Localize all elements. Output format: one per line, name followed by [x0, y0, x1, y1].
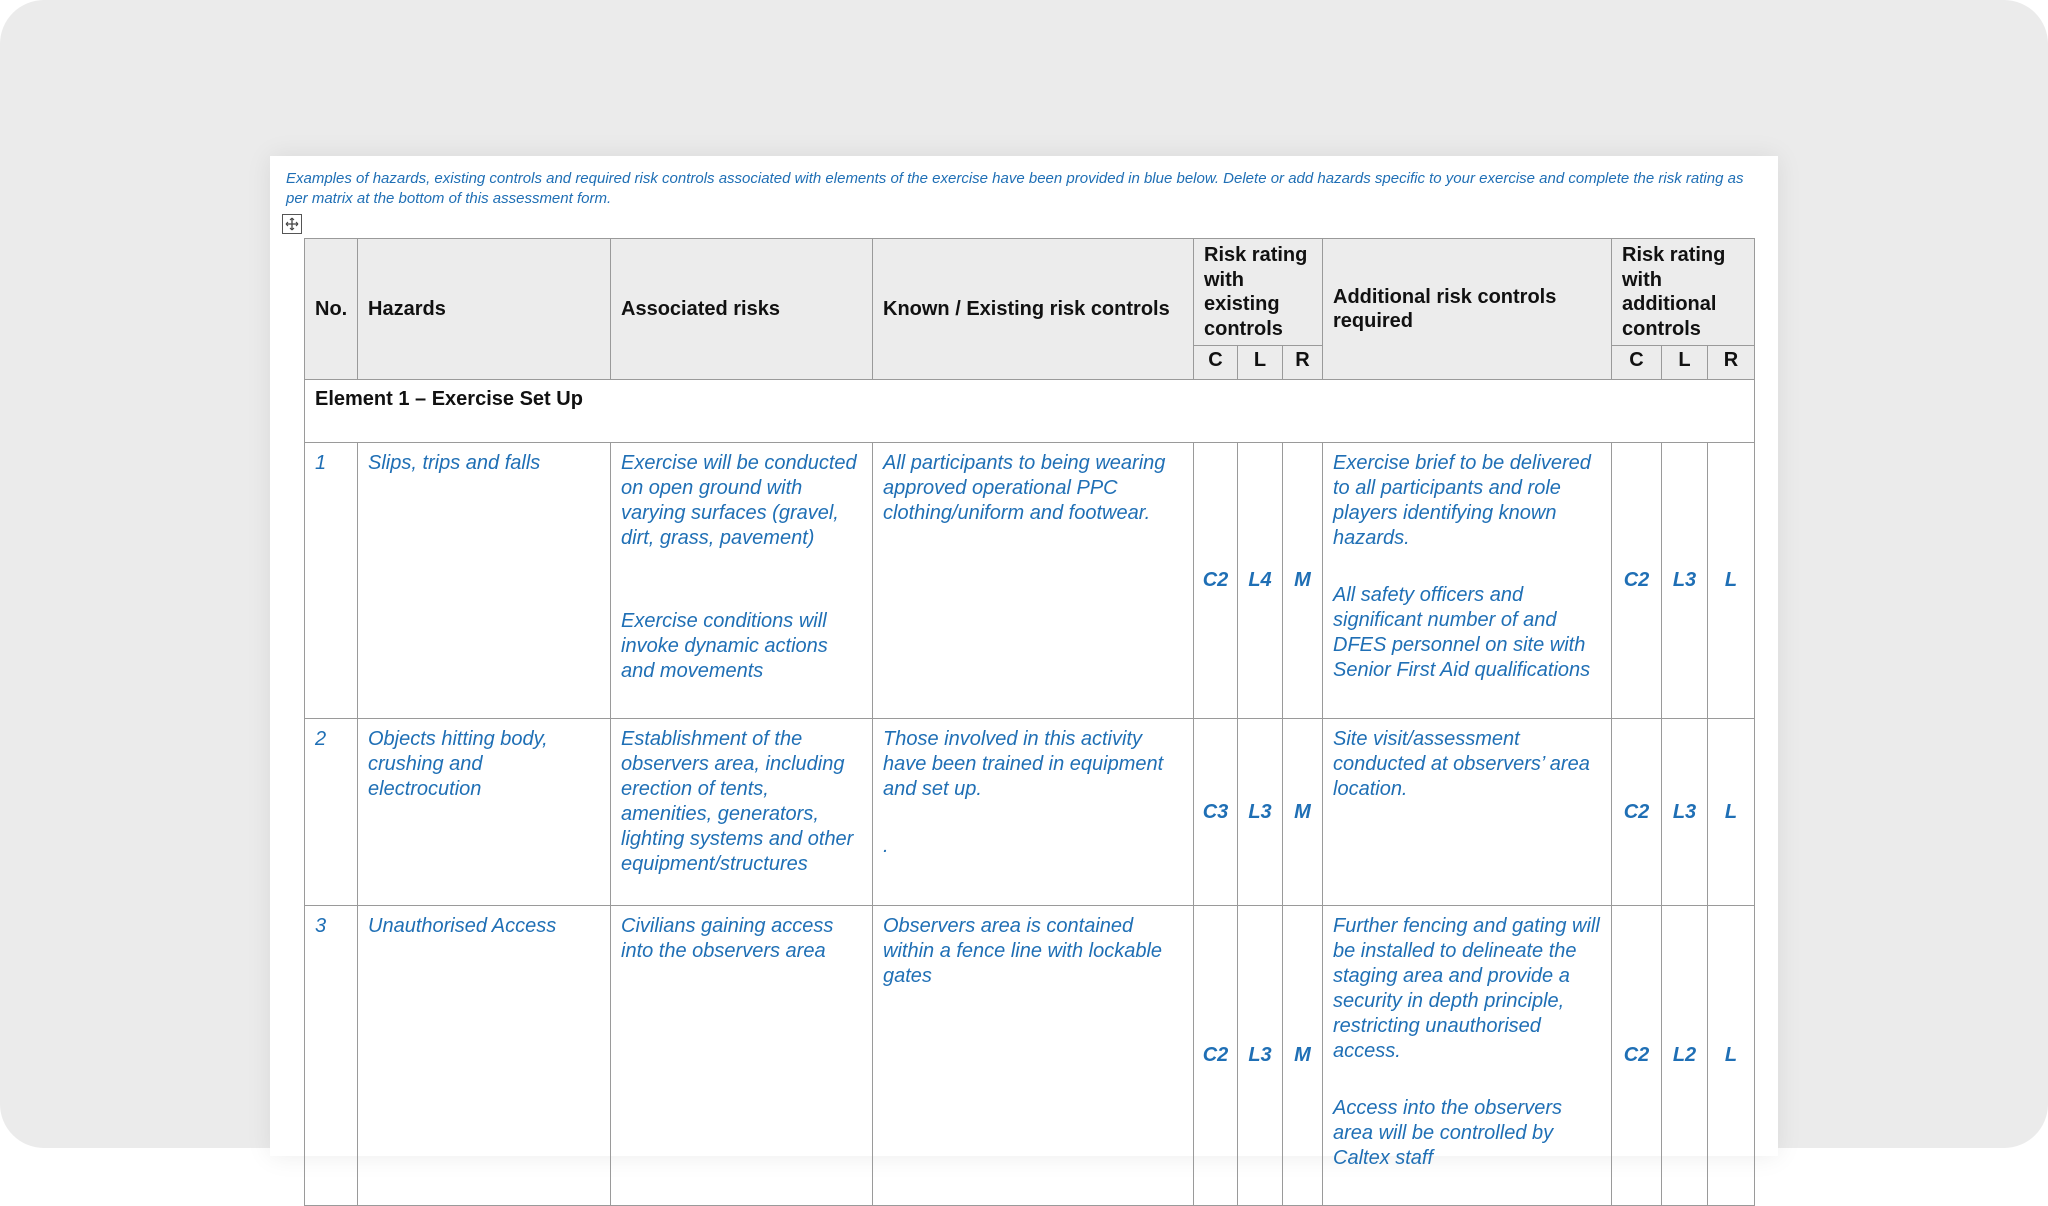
header-hazards: Hazards	[358, 239, 611, 380]
associated-risks-cell: Establishment of the observers area, including erection of tents, amenities, generators, lighting systems and other equipment/structures	[611, 719, 873, 906]
control-text: Those involved in this activity have been trained in equipment and set up.	[883, 728, 1164, 800]
existing-controls-cell: Observers area is contained within a fence line with lockable gates	[873, 906, 1194, 1206]
additional-r-rating: L	[1708, 719, 1755, 906]
additional-controls-cell: Site visit/assessment conducted at observers’ area location.	[1323, 719, 1612, 906]
hazard-cell: Slips, trips and falls	[358, 443, 611, 719]
additional-r-rating: L	[1708, 443, 1755, 719]
existing-l-rating: L3	[1238, 906, 1283, 1206]
row-number: 1	[305, 443, 358, 719]
existing-l-rating: L4	[1238, 443, 1283, 719]
control-text: Exercise brief to be delivered to all participants and role players identifying known hazards.	[1333, 452, 1591, 549]
header-rating-existing: Risk rating with existing controls	[1194, 239, 1323, 346]
header-additional-r: R	[1708, 346, 1755, 380]
existing-r-rating: M	[1283, 906, 1323, 1206]
row-number: 2	[305, 719, 358, 906]
header-existing-r: R	[1283, 346, 1323, 380]
existing-c-rating: C2	[1194, 906, 1238, 1206]
existing-c-rating: C3	[1194, 719, 1238, 906]
risk-assessment-table	[304, 238, 1755, 1206]
additional-r-rating: L	[1708, 906, 1755, 1206]
table-row	[305, 719, 1755, 906]
existing-controls-cell	[873, 719, 1194, 906]
header-no: No.	[305, 239, 358, 380]
existing-l-rating: L3	[1238, 719, 1283, 906]
additional-controls-cell	[1323, 906, 1612, 1206]
associated-risks-cell	[611, 443, 873, 719]
existing-r-rating: M	[1283, 443, 1323, 719]
header-additional-c: C	[1612, 346, 1662, 380]
control-text: All safety officers and significant number of and DFES personnel on site with Senior First Aid qualifications	[1333, 584, 1591, 681]
additional-controls-cell	[1323, 443, 1612, 719]
additional-l-rating: L2	[1662, 906, 1708, 1206]
element-title: Element 1 – Exercise Set Up	[305, 380, 1755, 443]
table-move-handle-icon[interactable]	[282, 214, 302, 234]
additional-l-rating: L3	[1662, 719, 1708, 906]
header-additional-controls: Additional risk controls required	[1323, 239, 1612, 380]
control-text: .	[883, 835, 889, 857]
additional-c-rating: C2	[1612, 906, 1662, 1206]
risk-text: Exercise will be conducted on open ground with varying surfaces (gravel, dirt, grass, pavement)	[621, 452, 857, 549]
additional-c-rating: C2	[1612, 719, 1662, 906]
intro-instructions: Examples of hazards, existing controls and required risk controls associated with elements of the exercise have been provided in blue below. Delete or add hazards specific to your exercise and complete the risk rating as per matrix at the bottom of this assessment form.	[286, 170, 1744, 207]
header-associated-risks: Associated risks	[611, 239, 873, 380]
element-row	[305, 380, 1755, 443]
header-existing-controls: Known / Existing risk controls	[873, 239, 1194, 380]
existing-controls-cell: All participants to being wearing approved operational PPC clothing/uniform and footwear.	[873, 443, 1194, 719]
additional-l-rating: L3	[1662, 443, 1708, 719]
table-row	[305, 906, 1755, 1206]
associated-risks-cell: Civilians gaining access into the observers area	[611, 906, 873, 1206]
existing-c-rating: C2	[1194, 443, 1238, 719]
document-page	[270, 156, 1778, 1169]
header-additional-l: L	[1662, 346, 1708, 380]
control-text: Further fencing and gating will be installed to delineate the staging area and provide a security in depth principle, restricting unauthorised access.	[1333, 915, 1600, 1062]
header-existing-c: C	[1194, 346, 1238, 380]
existing-r-rating: M	[1283, 719, 1323, 906]
hazard-cell: Objects hitting body, crushing and electrocution	[358, 719, 611, 906]
header-existing-l: L	[1238, 346, 1283, 380]
hazard-cell: Unauthorised Access	[358, 906, 611, 1206]
header-rating-additional: Risk rating with additional controls	[1612, 239, 1755, 346]
additional-c-rating: C2	[1612, 443, 1662, 719]
row-number: 3	[305, 906, 358, 1206]
risk-text: Exercise conditions will invoke dynamic actions and movements	[621, 610, 828, 682]
table-row	[305, 443, 1755, 719]
control-text: Access into the observers area will be controlled by Caltex staff	[1333, 1097, 1562, 1169]
